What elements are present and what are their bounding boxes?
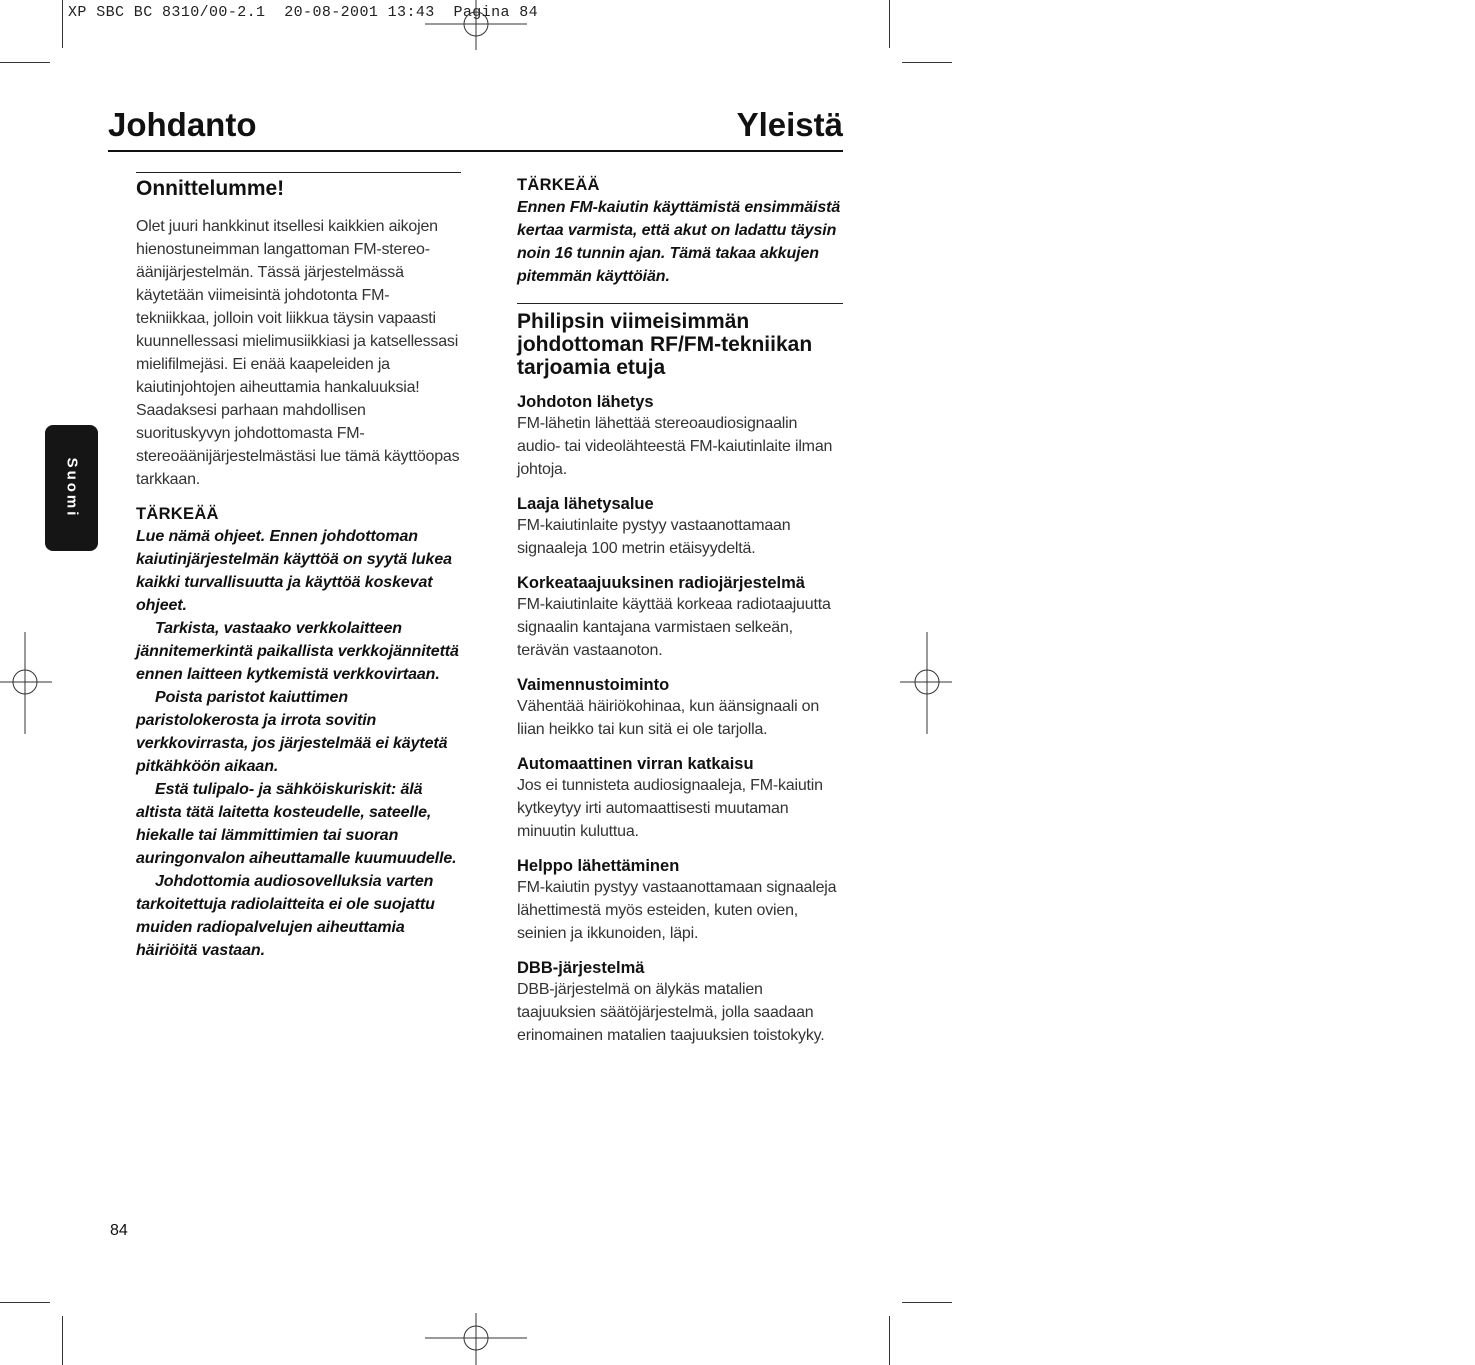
crop-mark bbox=[0, 1302, 50, 1303]
feature-text: FM-kaiutinlaite pystyy vastaanottamaan signaaleja 100 metrin etäisyydeltä. bbox=[517, 517, 791, 557]
important-paragraph: Tarkista, vastaako verkkolaitteen jännitemerkintä paikallista verkkojännitettä ennen laitteen kytkemistä verkkovirtaan. bbox=[136, 620, 459, 683]
feature-title: Laaja lähetysalue bbox=[517, 495, 654, 513]
feature-text: DBB-järjestelmä on älykäs matalien taajuuksien säätöjärjestelmä, jolla saadaan erinomainen matalien taajuuksien toistokyky. bbox=[517, 981, 825, 1044]
important-paragraph: Ennen FM-kaiutin käyttämistä ensimmäistä kertaa varmista, että akut on ladattu täysin noin 16 tunnin ajan. Tämä takaa akkujen pitemmän käyttöiän. bbox=[517, 199, 841, 285]
feature-title: Helppo lähettäminen bbox=[517, 857, 680, 875]
feature-text: FM-lähetin lähettää stereoaudiosignaalin audio- tai videolähteestä FM-kaiutinlaite ilman johtoja. bbox=[517, 415, 833, 478]
feature-title: DBB-järjestelmä bbox=[517, 959, 645, 977]
section-title: Yleistä bbox=[736, 106, 843, 143]
registration-mark-icon bbox=[900, 632, 952, 734]
intro-paragraph: Olet juuri hankkinut itsellesi kaikkien aikojen hienostuneimman langattoman FM-stereo-äänijärjestelmän. Tässä järjestelmässä käytetään viimeisintä johdotonta FM-tekniikkaa, jolloin voit liikkua täysin vapaasti kuunnellessasi mielimusiikkiasi ja katsellessasi mielifilmejäsi. Ei enää kaapeleiden ja kaiutinjohtojen aiheuttamia hankaluuksia! Saadaksesi parhaan mahdollisen suorituskyvyn johdottomasta FM-stereoäänijärjestelmästäsi lue tämä käyttöopas tarkkaan. bbox=[136, 218, 460, 488]
crop-mark bbox=[902, 62, 952, 63]
feature-item bbox=[517, 676, 843, 741]
crop-mark bbox=[889, 0, 890, 48]
important-label: TÄRKEÄÄ bbox=[517, 176, 600, 194]
important-paragraph: Lue nämä ohjeet. Ennen johdottoman kaiutinjärjestelmän käyttöä on syytä lukea kaikki turvallisuutta ja käyttöä koskevat ohjeet. bbox=[136, 528, 452, 614]
title-divider bbox=[108, 150, 843, 152]
feature-item bbox=[517, 393, 843, 481]
print-header: XP SBC BC 8310/00-2.1 20-08-2001 13:43 Pagina 84 bbox=[68, 4, 539, 21]
crop-mark bbox=[0, 62, 50, 63]
important-paragraph: Poista paristot kaiuttimen paristolokerosta ja irrota sovitin verkkovirrasta, jos järjestelmää ei käytetä pitkähköön aikaan. bbox=[136, 689, 448, 775]
registration-mark-icon bbox=[425, 1313, 527, 1365]
language-tab bbox=[45, 425, 98, 551]
feature-title: Korkeataajuuksinen radiojärjestelmä bbox=[517, 574, 805, 592]
feature-text: FM-kaiutinlaite käyttää korkeaa radiotaajuutta signaalin kantajana varmistaen selkeän, terävän vastaanoton. bbox=[517, 596, 831, 659]
feature-item bbox=[517, 755, 843, 843]
benefits-heading: Philipsin viimeisimmän johdottoman RF/FM-tekniikan tarjoamia etuja bbox=[517, 310, 813, 379]
section-divider bbox=[136, 172, 461, 173]
important-paragraph: Estä tulipalo- ja sähköiskuriskit: älä altista tätä laitetta kosteudelle, sateelle, hiekalle tai lämmittimien tai suoran auringonvalon aiheuttamalle kuumuudelle. bbox=[136, 781, 457, 867]
page-title: Johdanto bbox=[108, 106, 257, 143]
important-label: TÄRKEÄÄ bbox=[136, 505, 219, 523]
feature-title: Vaimennustoiminto bbox=[517, 676, 670, 694]
right-column bbox=[517, 172, 843, 1047]
page-number: 84 bbox=[110, 1222, 128, 1239]
registration-mark-icon bbox=[0, 632, 52, 734]
feature-text: Vähentää häiriökohinaa, kun äänsignaali on liian heikko tai kun sitä ei ole tarjolla. bbox=[517, 698, 820, 738]
important-paragraph: Johdottomia audiosovelluksia varten tarkoitettuja radiolaitteita ei ole suojattu muiden radiopalvelujen aiheuttamia häiriöitä vastaan. bbox=[136, 873, 435, 959]
feature-title: Johdoton lähetys bbox=[517, 393, 654, 411]
registration-mark-icon bbox=[425, 0, 527, 50]
feature-item bbox=[517, 495, 843, 560]
left-column bbox=[136, 172, 461, 962]
feature-item bbox=[517, 574, 843, 662]
feature-item bbox=[517, 959, 843, 1047]
feature-item bbox=[517, 857, 843, 945]
crop-mark bbox=[889, 1316, 890, 1365]
crop-mark bbox=[902, 1302, 952, 1303]
section-divider bbox=[517, 303, 843, 304]
congratulations-heading: Onnittelumme! bbox=[136, 177, 285, 200]
feature-text: Jos ei tunnisteta audiosignaaleja, FM-kaiutin kytkeytyy irti automaattisesti muutaman minuutin kuluttua. bbox=[517, 777, 823, 840]
feature-title: Automaattinen virran katkaisu bbox=[517, 755, 754, 773]
crop-mark bbox=[62, 0, 63, 48]
crop-mark bbox=[62, 1316, 63, 1365]
language-tab-label: Suomi bbox=[63, 457, 80, 519]
feature-text: FM-kaiutin pystyy vastaanottamaan signaaleja lähettimestä myös esteiden, kuten ovien, seinien ja ikkunoiden, läpi. bbox=[517, 879, 837, 942]
